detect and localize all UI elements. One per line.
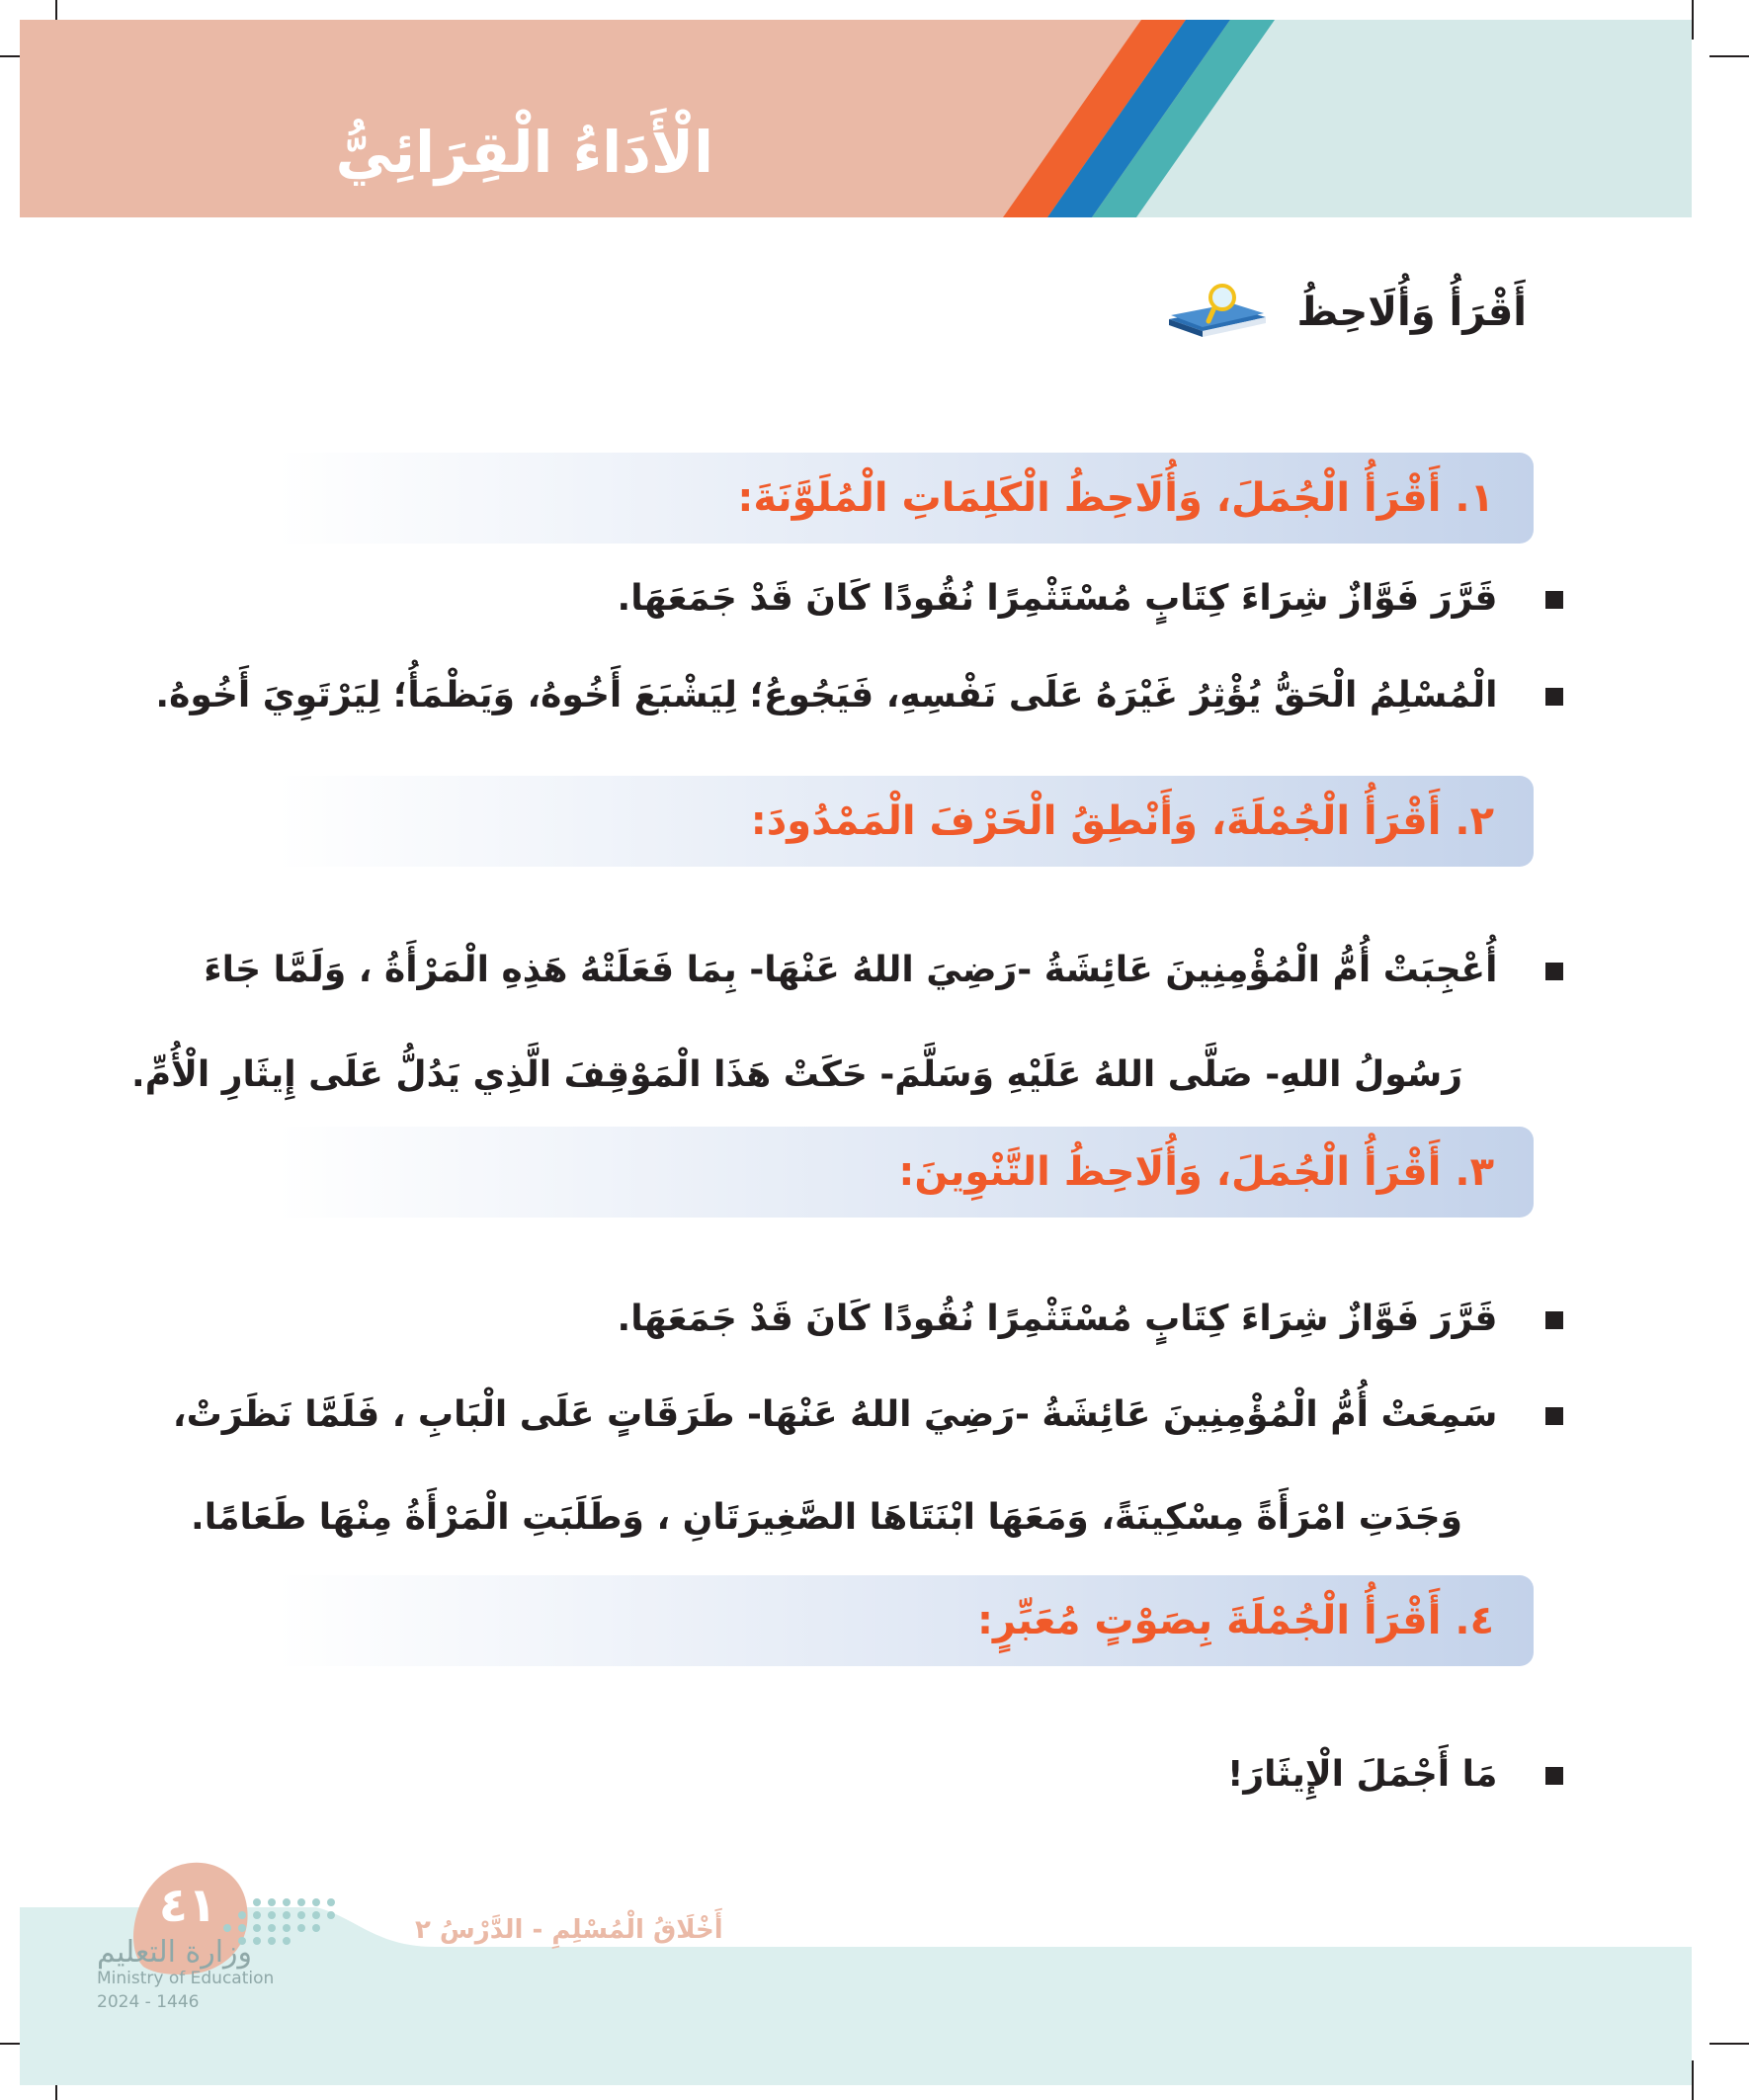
bullet-icon [1545,963,1563,980]
bullet-icon [1545,1311,1563,1329]
header-stripes [20,20,1692,217]
book-lesson-label: أَخْلَاقُ الْمُسْلِمِ - الدَّرْسُ ٢ [415,1915,723,1945]
bullet-icon [1545,1767,1563,1785]
line-text: مَا أَجْمَلَ الْإِيثَارَ! [1227,1754,1498,1795]
section-2-line-2 [131,1054,1462,1095]
section-4-header [277,1575,1534,1666]
section-3-line-1 [617,1299,1563,1339]
observe-heading [1163,282,1527,343]
page-title: الْأَدَاءُ الْقِرَائِيُّ [335,119,713,186]
book-magnifier-icon [1163,282,1272,343]
ministry-name-english: Ministry of Education [97,1969,275,1988]
crop-mark [1692,2060,1694,2100]
section-2-title: ٢. أَقْرَأُ الْجُمْلَةَ، وَأَنْطِقُ الْحَرْفَ الْمَمْدُودَ: [750,798,1494,844]
ministry-name-arabic: وزارة التعليم [97,1935,253,1970]
crop-mark [1709,55,1749,57]
bullet-icon [1545,688,1563,706]
section-3-line-2 [172,1394,1563,1435]
line-text: الْمُسْلِمُ الْحَقُّ يُؤْثِرُ غَيْرَهُ عَلَى نَفْسِهِ، فَيَجُوعُ؛ لِيَشْبَعَ أَخُوهُ، وَيَظْمَأُ؛ لِيَرْتَوِيَ أَخُوهُ. [155,675,1498,715]
line-text: أُعْجِبَتْ أُمُّ الْمُؤْمِنِينَ عَائِشَةُ -رَضِيَ اللهُ عَنْهَا- بِمَا فَعَلَتْهُ هَذِهِ الْمَرْأَةُ ، وَلَمَّا جَاءَ [204,950,1498,990]
section-3-header [277,1127,1534,1218]
section-1-title: ١. أَقْرَأُ الْجُمَلَ، وَأُلَاحِظُ الْكَلِمَاتِ الْمُلَوَّنَةَ: [737,475,1494,521]
section-1-line-2 [155,675,1563,715]
observe-label: أَقْرَأُ وَأُلَاحِظُ [1296,290,1527,335]
section-2-header [277,776,1534,867]
page-number: ٤١ [158,1878,217,1933]
bullet-icon [1545,1407,1563,1425]
edition-year: 2024 - 1446 [97,1992,200,2012]
section-1-line-1 [617,578,1563,619]
header-band [20,20,1692,217]
line-text: وَجَدَتِ امْرَأَةً مِسْكِينَةً، وَمَعَهَا ابْنَتَاهَا الصَّغِيرَتَانِ ، وَطَلَبَتِ الْمَرْأَةُ مِنْهَا طَعَامًا. [191,1497,1462,1538]
section-1-header [277,453,1534,544]
crop-mark [1709,2043,1749,2045]
crop-mark [1692,0,1694,40]
section-3-line-3 [191,1497,1462,1538]
section-4-title: ٤. أَقْرَأُ الْجُمْلَةَ بِصَوْتٍ مُعَبِّرٍ: [976,1598,1494,1643]
line-text: سَمِعَتْ أُمُّ الْمُؤْمِنِينَ عَائِشَةُ -رَضِيَ اللهُ عَنْهَا- طَرَقَاتٍ عَلَى الْبَابِ ، فَلَمَّا نَظَرَتْ، [172,1394,1498,1435]
section-3-title: ٣. أَقْرَأُ الْجُمَلَ، وَأُلَاحِظُ التَّنْوِينَ: [898,1149,1494,1195]
line-text: قَرَّرَ فَوَّازٌ شِرَاءَ كِتَابٍ مُسْتَثْمِرًا نُقُودًا كَانَ قَدْ جَمَعَهَا. [617,578,1498,619]
section-2-line-1 [204,950,1563,990]
bullet-icon [1545,591,1563,609]
line-text: قَرَّرَ فَوَّازٌ شِرَاءَ كِتَابٍ مُسْتَثْمِرًا نُقُودًا كَانَ قَدْ جَمَعَهَا. [617,1299,1498,1339]
section-4-line-1 [1227,1754,1563,1795]
line-text: رَسُولُ اللهِ- صَلَّى اللهُ عَلَيْهِ وَسَلَّمَ- حَكَتْ هَذَا الْمَوْقِفَ الَّذِي يَدُلُّ عَلَى إِيثَارِ الْأُمِّ. [131,1054,1462,1095]
